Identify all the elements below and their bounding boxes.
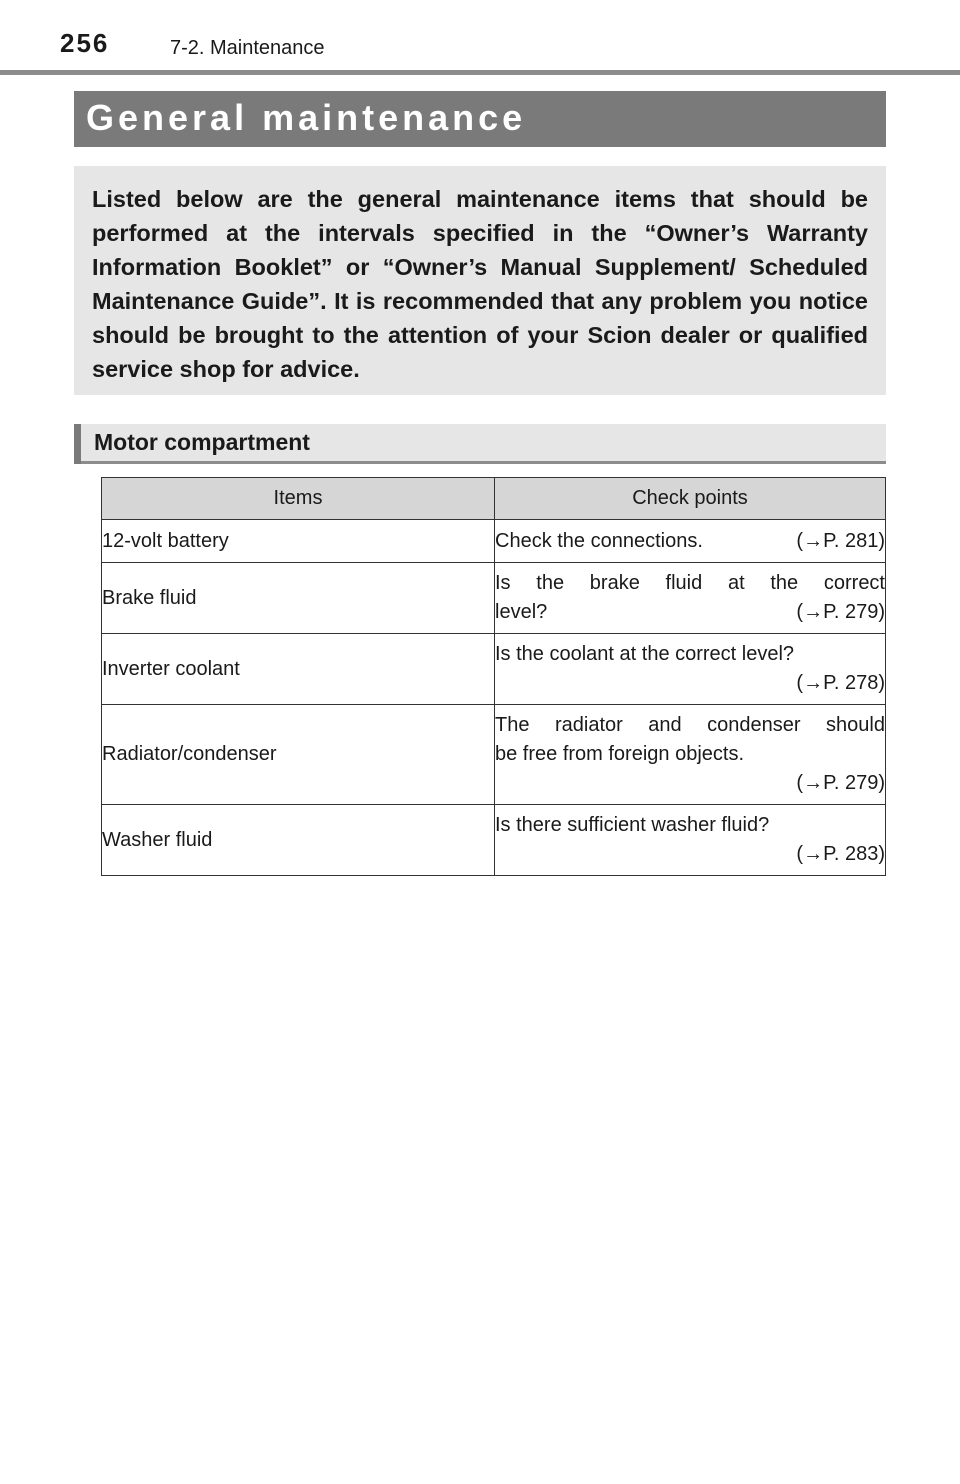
check-cell	[495, 805, 886, 876]
item-cell: Radiator/condenser	[102, 705, 495, 805]
table-row	[102, 634, 886, 705]
subsection-title: Motor compartment	[94, 429, 310, 455]
check-cell	[495, 705, 886, 805]
check-text: Check the connections.	[495, 529, 703, 552]
check-cell	[495, 634, 886, 705]
check-text: level?	[495, 601, 548, 623]
intro-box	[74, 166, 886, 395]
page-title: General maintenance	[86, 97, 527, 138]
check-text: Is there sufficient washer fluid?	[495, 814, 770, 836]
check-cell	[495, 563, 886, 634]
intro-text: Listed below are the general maintenance items that should be performed at the intervals specified in the “Owner’s Warranty Information Booklet” or “Owner’s Manual Supplement/ Scheduled Maintenance Guide”. It is recommended that any problem you notice should be brought to the attention of your Scion dealer or qualified service shop for advice.	[92, 186, 868, 382]
table-header-row	[102, 478, 886, 520]
page-reference: (→P. 279)	[796, 772, 885, 794]
check-text-line: be free from foreign objects.	[495, 743, 745, 765]
table-row	[102, 520, 886, 563]
page-reference: (→P. 278)	[796, 672, 885, 694]
check-text-line: The radiator and condenser should	[495, 714, 885, 736]
page-header	[0, 0, 960, 76]
check-text-line: Is the brake fluid at the correct	[495, 572, 885, 594]
page-reference: (→P. 279)	[796, 601, 885, 623]
subsection-accent-bar	[74, 424, 81, 464]
maintenance-table	[101, 477, 886, 876]
item-cell: 12-volt battery	[102, 520, 495, 563]
table-row	[102, 563, 886, 634]
page-reference: (→P. 281)	[796, 529, 885, 552]
title-bar	[74, 91, 886, 147]
check-cell	[495, 520, 886, 563]
table-row	[102, 705, 886, 805]
item-cell: Brake fluid	[102, 563, 495, 634]
item-cell: Inverter coolant	[102, 634, 495, 705]
subsection-heading	[74, 424, 886, 464]
header-rule	[0, 70, 960, 75]
check-text: Is the coolant at the correct level?	[495, 643, 795, 665]
section-label: 7-2. Maintenance	[170, 37, 325, 59]
page-reference: (→P. 283)	[796, 843, 885, 865]
header-check-points: Check points	[495, 478, 886, 520]
item-cell: Washer fluid	[102, 805, 495, 876]
table-row	[102, 805, 886, 876]
check-text-line-with-ref	[495, 598, 885, 627]
page-number: 256	[60, 28, 110, 58]
header-items: Items	[102, 478, 495, 520]
